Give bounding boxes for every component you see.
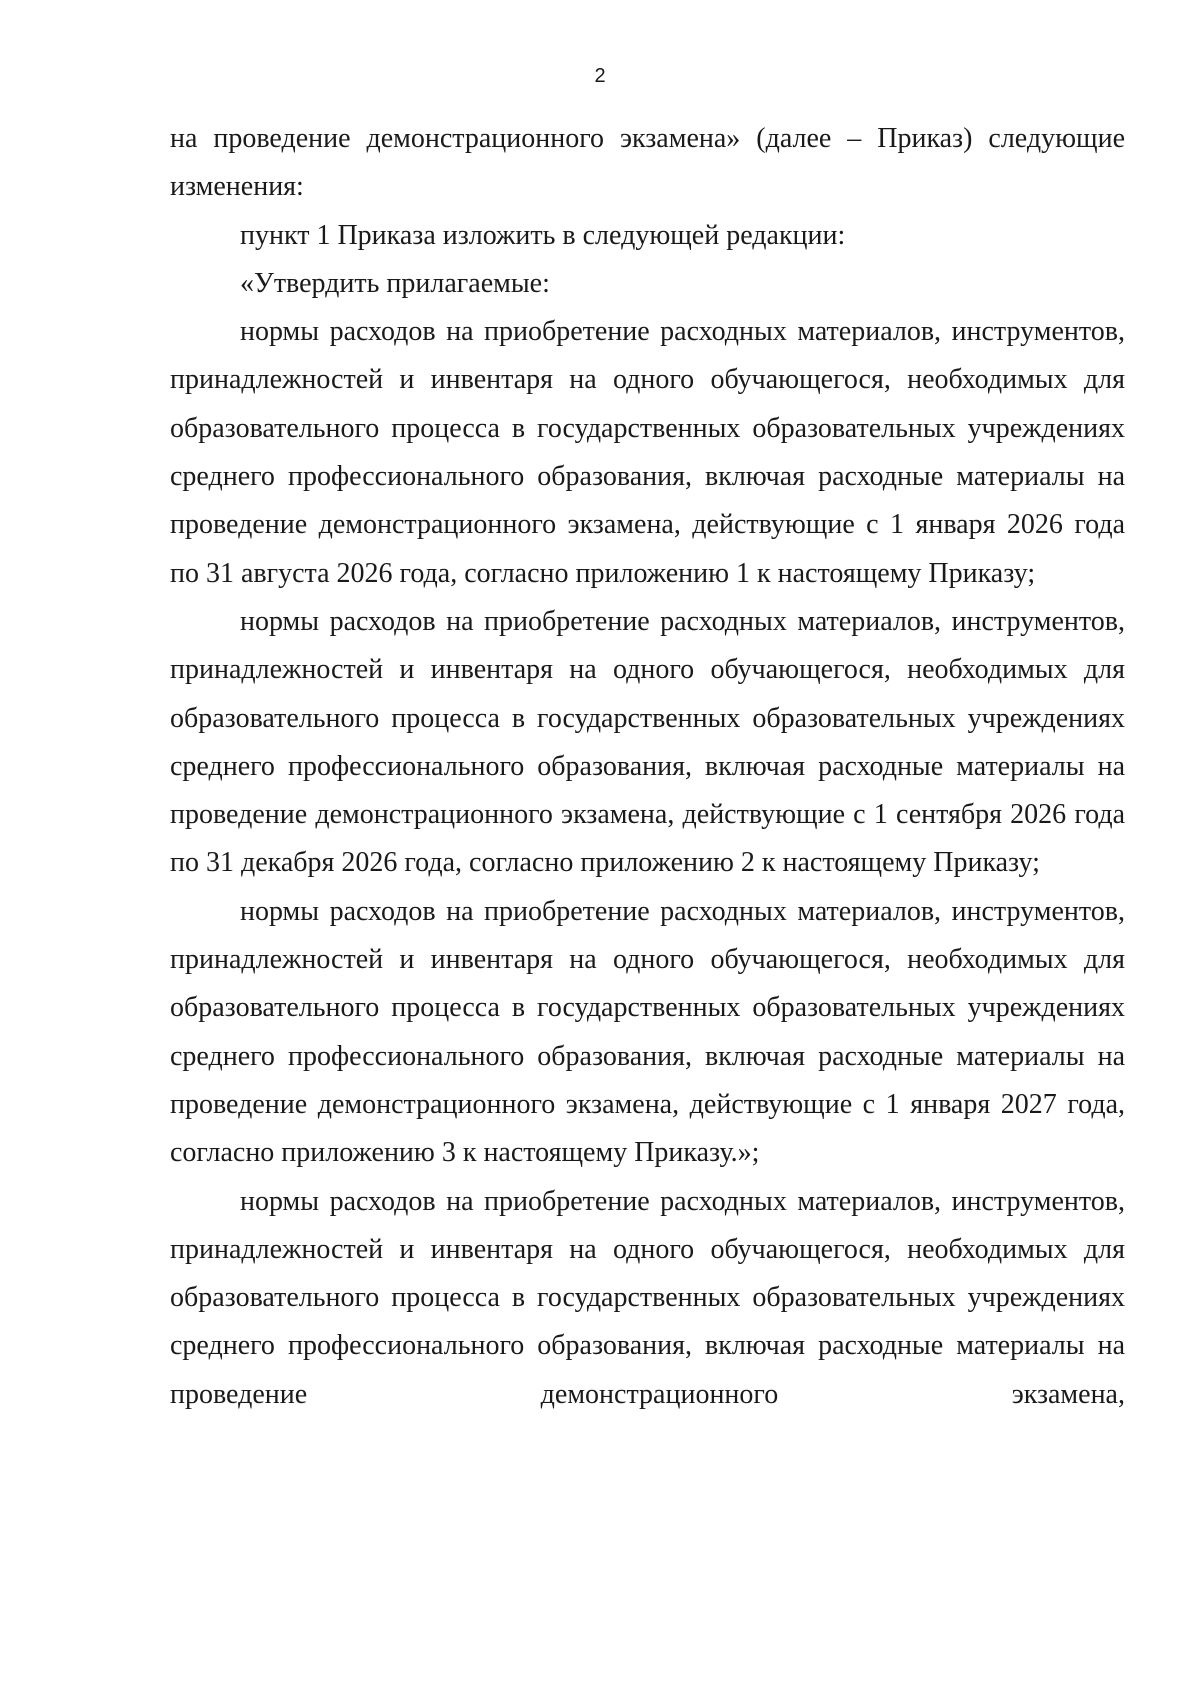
paragraph-norms-continued: нормы расходов на приобретение расходных материалов, инструментов, принадлежностей и инвентаря на одного обучающегося, необходимых для образовательного процесса в государственных образовательных учреждениях среднего профессионального образования, включая расходные материалы на проведение демонстрационного экзамена,: [170, 1185, 1125, 1410]
paragraph-norms-appendix-1: нормы расходов на приобретение расходных материалов, инструментов, принадлежностей и инвентаря на одного обучающегося, необходимых для образовательного процесса в государственных образовательных учреждениях среднего профессионального образования, включая расходные материалы на проведение демонстрационного экзамена, действующие с 1 января 2026 года по 31 августа 2026 года, согласно приложению 1 к настоящему Приказу;: [170, 316, 1125, 589]
paragraph-norms-appendix-3: нормы расходов на приобретение расходных материалов, инструментов, принадлежностей и инвентаря на одного обучающегося, необходимых для образовательного процесса в государственных образовательных учреждениях среднего профессионального образования, включая расходные материалы на проведение демонстрационного экзамена, действующие с 1 января 2027 года, согласно приложению 3 к настоящему Приказу.»;: [170, 895, 1125, 1169]
paragraph-approve: «Утвердить прилагаемые:: [240, 267, 550, 299]
paragraph-norms-appendix-2: нормы расходов на приобретение расходных материалов, инструментов, принадлежностей и инвентаря на одного обучающегося, необходимых для образовательного процесса в государственных образовательных учреждениях среднего профессионального образования, включая расходные материалы на проведение демонстрационного экзамена, действующие с 1 сентября 2026 года по 31 декабря 2026 года, согласно приложению 2 к настоящему Приказу;: [170, 605, 1125, 879]
document-body: [170, 115, 1125, 1419]
paragraph-continuation: на проведение демонстрационного экзамена» (далее – Приказ) следующие изменения:: [170, 123, 1125, 203]
page-number: 2: [594, 65, 606, 87]
paragraph-amendment-intro: пункт 1 Приказа изложить в следующей редакции:: [240, 219, 846, 251]
